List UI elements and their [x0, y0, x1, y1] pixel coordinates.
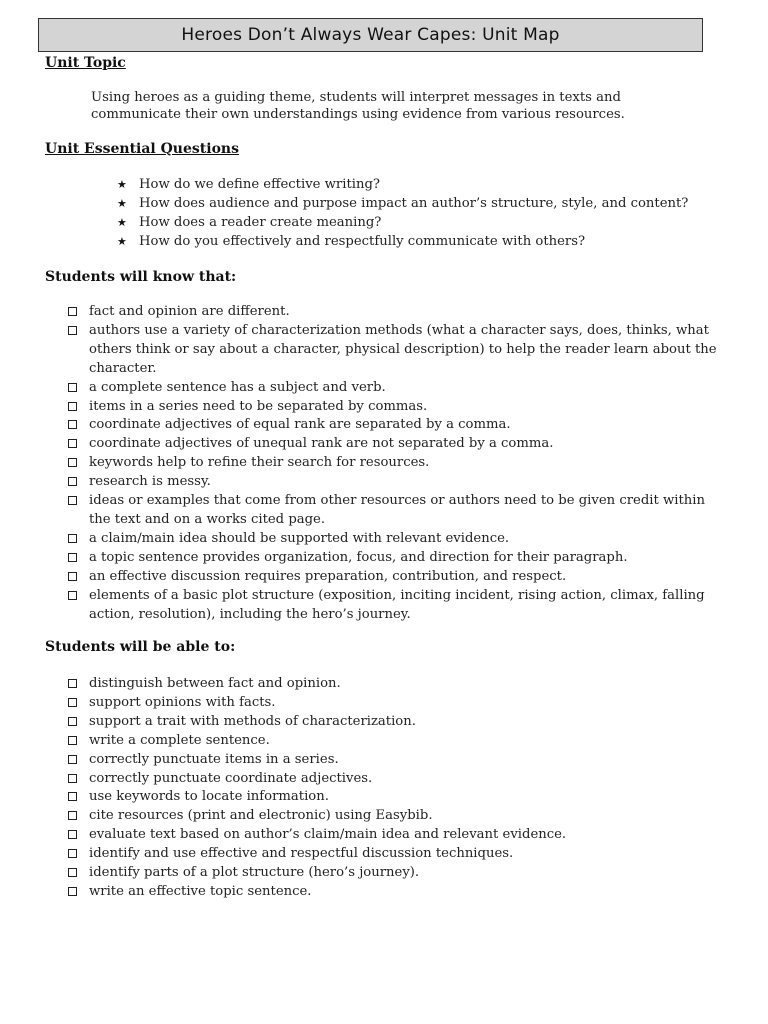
list-item	[68, 454, 723, 473]
checkbox-icon	[68, 830, 77, 839]
list-item	[68, 379, 723, 398]
star-icon: ★	[117, 197, 127, 210]
star-icon: ★	[117, 178, 127, 191]
list-item-text: How do you effectively and respectfully communicate with others?	[139, 234, 586, 249]
list-item	[68, 398, 723, 417]
list-item-text: research is messy.	[89, 474, 211, 490]
list-item	[68, 587, 723, 625]
list-item	[68, 492, 723, 530]
able-to-heading: Students will be able to:	[45, 639, 236, 655]
checkbox-icon	[68, 774, 77, 783]
essential-questions-list	[117, 175, 688, 251]
list-item-text: elements of a basic plot structure (exposition, inciting incident, rising action, climax, falling action, resolution), including the hero’s journey.	[89, 587, 705, 622]
list-item	[68, 568, 723, 587]
list-item	[68, 845, 723, 864]
list-item	[68, 549, 723, 568]
checkbox-icon	[68, 755, 77, 764]
list-item-text: authors use a variety of characterization methods (what a character says, does, thinks, what others think or say about a character, physical description) to help the reader learn about the character.	[89, 322, 717, 376]
list-item	[117, 175, 688, 194]
unit-topic-text: Using heroes as a guiding theme, students will interpret messages in texts and communicate their own understandings using evidence from various resources.	[91, 90, 625, 122]
list-item	[68, 788, 723, 807]
star-icon: ★	[117, 216, 127, 229]
list-item	[68, 473, 723, 492]
list-item-text: a claim/main idea should be supported with relevant evidence.	[89, 530, 510, 546]
list-item	[117, 232, 688, 251]
checkbox-icon	[68, 553, 77, 562]
list-item-text: correctly punctuate coordinate adjectives.	[89, 770, 373, 786]
checkbox-icon	[68, 811, 77, 820]
list-item	[68, 694, 723, 713]
checkbox-icon	[68, 792, 77, 801]
list-item	[68, 435, 723, 454]
list-item	[68, 807, 723, 826]
list-item-text: write an effective topic sentence.	[89, 883, 312, 899]
checkbox-icon	[68, 717, 77, 726]
title-banner	[38, 18, 703, 52]
list-item	[68, 303, 723, 322]
checkbox-icon	[68, 307, 77, 316]
list-item	[117, 194, 688, 213]
list-item	[68, 883, 723, 902]
checkbox-icon	[68, 591, 77, 600]
checkbox-icon	[68, 534, 77, 543]
list-item	[68, 416, 723, 435]
list-item	[68, 713, 723, 732]
star-icon: ★	[117, 235, 127, 248]
checkbox-icon	[68, 402, 77, 411]
checkbox-icon	[68, 458, 77, 467]
list-item	[68, 530, 723, 549]
checkbox-icon	[68, 477, 77, 486]
know-that-heading: Students will know that:	[45, 269, 237, 285]
unit-topic-heading: Unit Topic	[45, 55, 126, 71]
checkbox-icon	[68, 868, 77, 877]
list-item-text: coordinate adjectives of unequal rank are not separated by a comma.	[89, 436, 554, 452]
list-item-text: coordinate adjectives of equal rank are separated by a comma.	[89, 417, 511, 433]
checkbox-icon	[68, 736, 77, 745]
checkbox-icon	[68, 698, 77, 707]
list-item-text: a topic sentence provides organization, focus, and direction for their paragraph.	[89, 549, 628, 565]
checkbox-icon	[68, 439, 77, 448]
checkbox-icon	[68, 383, 77, 392]
list-item	[68, 770, 723, 789]
checkbox-icon	[68, 420, 77, 429]
list-item-text: ideas or examples that come from other resources or authors need to be given credit within the text and on a works cited page.	[89, 493, 705, 527]
list-item	[68, 322, 723, 379]
list-item-text: cite resources (print and electronic) using Easybib.	[89, 808, 433, 824]
list-item-text: a complete sentence has a subject and verb.	[89, 379, 386, 395]
list-item-text: How does audience and purpose impact an author’s structure, style, and content?	[139, 196, 689, 211]
checkbox-icon	[68, 849, 77, 858]
list-item-text: correctly punctuate items in a series.	[89, 751, 339, 767]
list-item-text: evaluate text based on author’s claim/main idea and relevant evidence.	[89, 827, 567, 843]
checkbox-icon	[68, 572, 77, 581]
list-item-text: distinguish between fact and opinion.	[89, 676, 341, 691]
list-item	[117, 213, 688, 232]
able-to-list	[68, 675, 723, 902]
list-item-text: support opinions with facts.	[89, 694, 276, 710]
document-title: Heroes Don’t Always Wear Capes: Unit Map	[181, 25, 560, 45]
checkbox-icon	[68, 496, 77, 505]
list-item	[68, 826, 723, 845]
list-item-text: support a trait with methods of characterization.	[89, 713, 416, 729]
list-item-text: identify parts of a plot structure (hero’s journey).	[89, 865, 420, 881]
list-item	[68, 864, 723, 883]
list-item	[68, 675, 723, 694]
list-item-text: How do we define effective writing?	[139, 177, 380, 192]
checkbox-icon	[68, 679, 77, 688]
essential-questions-heading: Unit Essential Questions	[45, 141, 239, 157]
list-item	[68, 732, 723, 751]
list-item	[68, 751, 723, 770]
list-item-text: fact and opinion are different.	[89, 304, 290, 319]
know-that-list	[68, 303, 723, 624]
list-item-text: write a complete sentence.	[89, 732, 270, 748]
list-item-text: keywords help to refine their search for resources.	[89, 455, 430, 471]
checkbox-icon	[68, 887, 77, 896]
list-item-text: use keywords to locate information.	[89, 789, 329, 805]
checkbox-icon	[68, 326, 77, 335]
list-item-text: an effective discussion requires preparation, contribution, and respect.	[89, 568, 567, 584]
list-item-text: items in a series need to be separated by commas.	[89, 398, 428, 414]
list-item-text: How does a reader create meaning?	[139, 215, 382, 230]
list-item-text: identify and use effective and respectful discussion techniques.	[89, 846, 514, 862]
